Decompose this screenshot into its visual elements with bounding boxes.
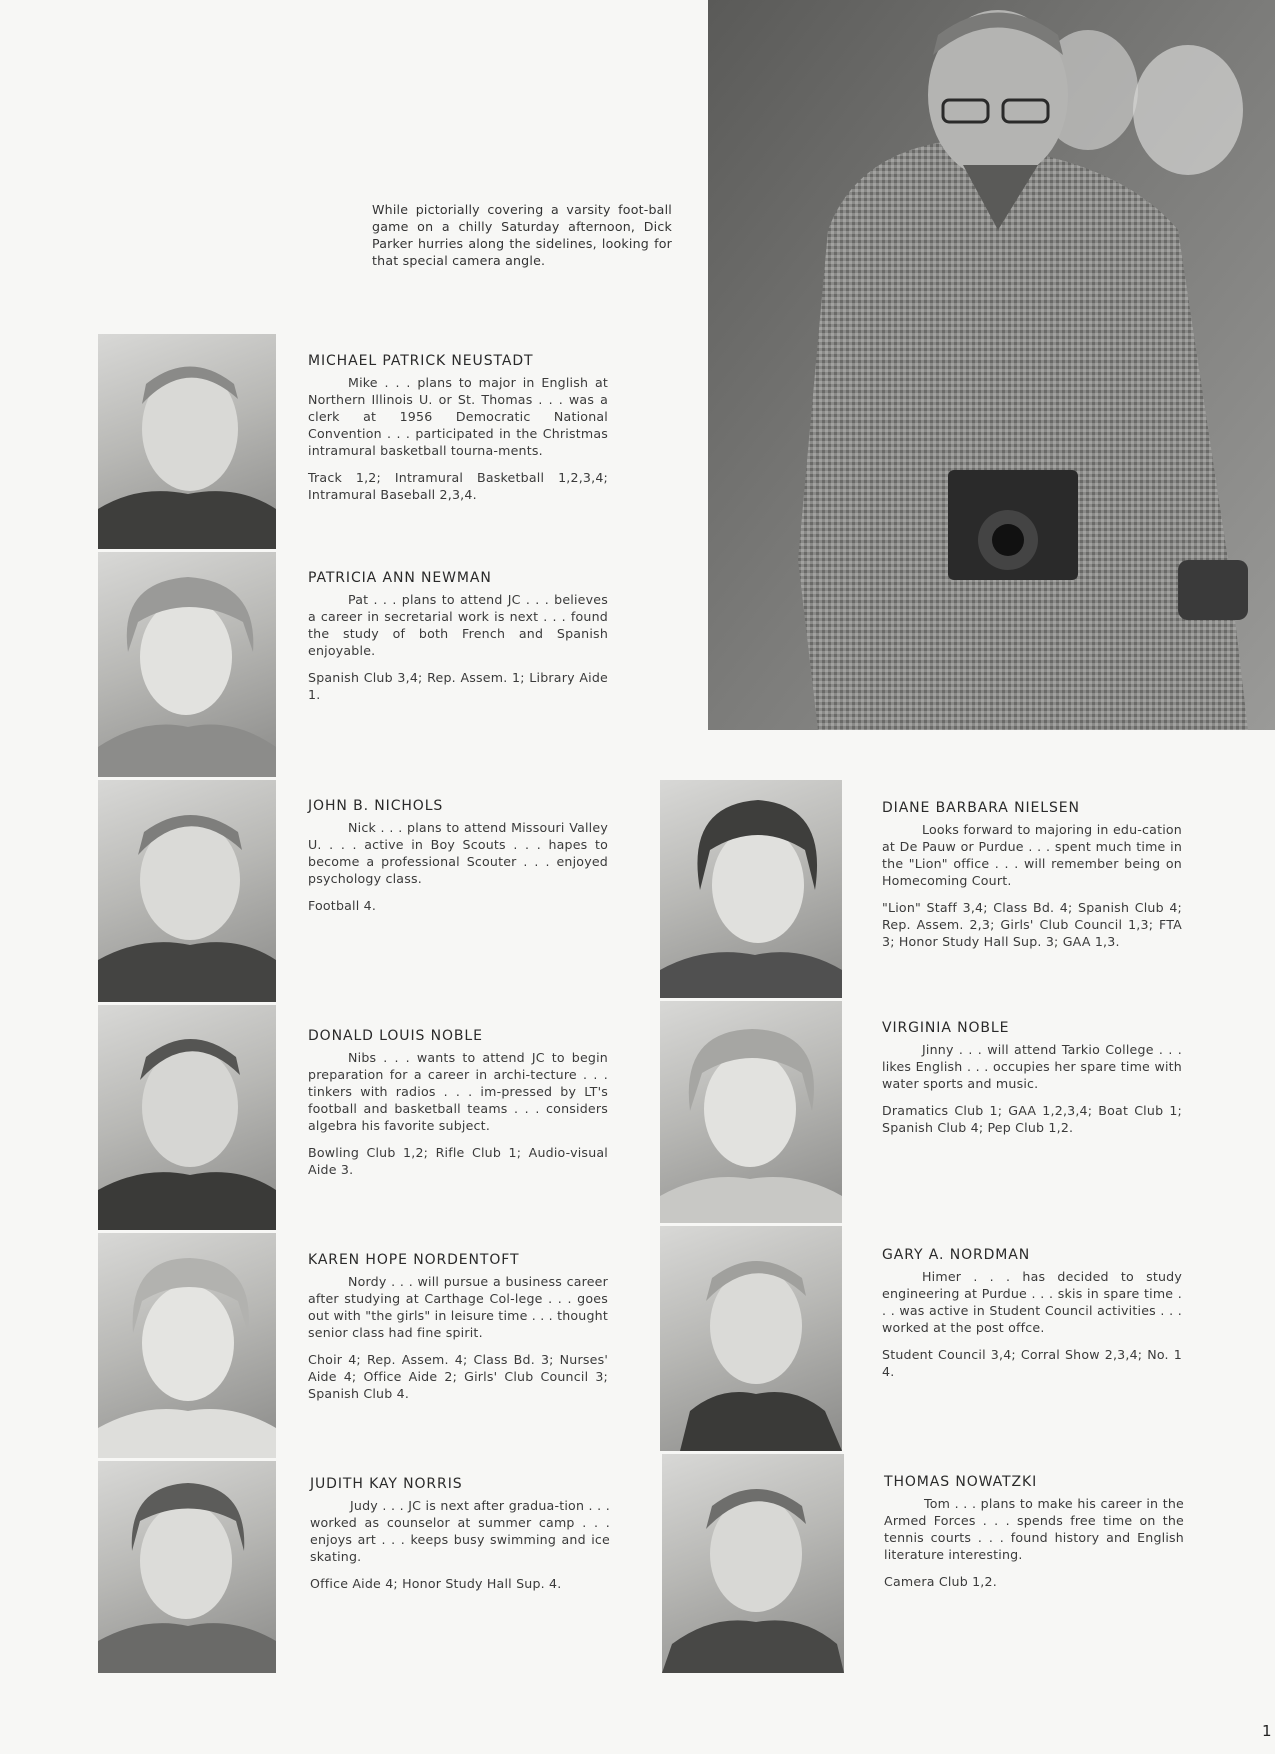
senior-activities: Track 1,2; Intramural Basketball 1,2,3,4; Intramural Baseball 2,3,4. <box>308 470 608 502</box>
page-number: 1 <box>1262 1722 1272 1740</box>
senior-name: VIRGINIA NOBLE <box>882 1020 1010 1036</box>
portrait-neustadt <box>98 334 276 549</box>
feature-photo-art <box>708 0 1275 730</box>
portrait-nichols <box>98 780 276 1002</box>
senior-entry <box>308 1028 608 1178</box>
senior-activities: Dramatics Club 1; GAA 1,2,3,4; Boat Club 1; Spanish Club 4; Pep Club 1,2. <box>882 1103 1182 1135</box>
senior-entry <box>308 1252 608 1402</box>
portrait-nordman <box>660 1226 842 1451</box>
senior-name: DIANE BARBARA NIELSEN <box>882 800 1080 816</box>
senior-activities: Student Council 3,4; Corral Show 2,3,4; No. 1 4. <box>882 1347 1182 1379</box>
senior-bio: Himer . . . has decided to study engineering at Purdue . . . skis in spare time . . . was active in Student Council activities . . . worked at the post offce. <box>882 1269 1182 1335</box>
senior-entry <box>882 1020 1182 1136</box>
senior-name: MICHAEL PATRICK NEUSTADT <box>308 353 534 369</box>
senior-activities: Football 4. <box>308 898 377 913</box>
senior-bio: Judy . . . JC is next after gradua-tion . . . worked as counselor at summer camp . . . enjoys art . . . keeps busy swimming and ice skating. <box>310 1498 610 1564</box>
portrait-newman <box>98 552 276 777</box>
senior-entry <box>882 800 1182 950</box>
senior-name: JOHN B. NICHOLS <box>308 798 444 814</box>
senior-bio: Pat . . . plans to attend JC . . . believes a career in secretarial work is next . . . found the study of both French and Spanish enjoyable. <box>308 592 608 658</box>
feature-photo-photographer <box>708 0 1275 730</box>
senior-bio: Nibs . . . wants to attend JC to begin preparation for a career in archi-tecture . . . tinkers with radios . . . im-pressed by LT's football and basketball teams . . . considers algebra his favorite subject. <box>308 1050 608 1133</box>
portrait-nielsen <box>660 780 842 998</box>
senior-bio: Jinny . . . will attend Tarkio College . . . likes English . . . occupies her spare time with water sports and music. <box>882 1042 1182 1091</box>
senior-bio: Mike . . . plans to major in English at Northern Illinois U. or St. Thomas . . . was a clerk at 1956 Democratic National Convention . . . participated in the Christmas intramural basketball tourna-ments. <box>308 375 608 458</box>
senior-activities: Office Aide 4; Honor Study Hall Sup. 4. <box>310 1576 562 1591</box>
feature-caption: While pictorially covering a varsity foot-ball game on a chilly Saturday afternoon, Dick Parker hurries along the sidelines, looking for that special camera angle. <box>372 201 672 268</box>
portrait-art <box>660 780 842 998</box>
portrait-art <box>98 1461 276 1673</box>
senior-bio: Nordy . . . will pursue a business career after studying at Carthage Col-lege . . . goes out with "the girls" in leisure time . . . thought senior class had fine spirit. <box>308 1274 608 1340</box>
senior-name: KAREN HOPE NORDENTOFT <box>308 1252 520 1268</box>
senior-activities: Camera Club 1,2. <box>884 1574 997 1589</box>
senior-entry <box>308 570 608 703</box>
senior-activities: Spanish Club 3,4; Rep. Assem. 1; Library Aide 1. <box>308 670 608 702</box>
portrait-art <box>98 1233 276 1458</box>
senior-name: THOMAS NOWATZKI <box>884 1474 1038 1490</box>
senior-bio: Nick . . . plans to attend Missouri Valley U. . . . active in Boy Scouts . . . hapes to become a professional Scouter . . . enjoyed psychology class. <box>308 820 608 886</box>
senior-entry <box>882 1247 1182 1380</box>
portrait-art <box>98 1005 276 1230</box>
senior-entry <box>308 798 608 914</box>
portrait-nordentoft <box>98 1233 276 1458</box>
senior-entry <box>884 1474 1184 1590</box>
senior-name: GARY A. NORDMAN <box>882 1247 1031 1263</box>
senior-name: PATRICIA ANN NEWMAN <box>308 570 492 586</box>
senior-entry <box>310 1476 610 1592</box>
portrait-noble-virginia <box>660 1001 842 1223</box>
portrait-norris <box>98 1461 276 1673</box>
portrait-art <box>662 1454 844 1673</box>
senior-name: JUDITH KAY NORRIS <box>310 1476 463 1492</box>
portrait-art <box>98 334 276 549</box>
portrait-noble-donald <box>98 1005 276 1230</box>
portrait-art <box>660 1001 842 1223</box>
senior-activities: Bowling Club 1,2; Rifle Club 1; Audio-visual Aide 3. <box>308 1145 608 1177</box>
portrait-nowatzki <box>662 1454 844 1673</box>
senior-entry <box>308 353 608 503</box>
portrait-art <box>98 552 276 777</box>
senior-activities: "Lion" Staff 3,4; Class Bd. 4; Spanish Club 4; Rep. Assem. 2,3; Girls' Club Council 1,3; FTA 3; Honor Study Hall Sup. 3; GAA 1,3. <box>882 900 1182 949</box>
portrait-art <box>660 1226 842 1451</box>
senior-bio: Looks forward to majoring in edu-cation at De Pauw or Purdue . . . spent much time in the "Lion" office . . . will remember being on Homecoming Court. <box>882 822 1182 888</box>
senior-activities: Choir 4; Rep. Assem. 4; Class Bd. 3; Nurses' Aide 4; Office Aide 2; Girls' Club Council 3; Spanish Club 4. <box>308 1352 608 1401</box>
senior-name: DONALD LOUIS NOBLE <box>308 1028 483 1044</box>
portrait-art <box>98 780 276 1002</box>
senior-bio: Tom . . . plans to make his career in the Armed Forces . . . spends free time on the tennis courts . . . found history and English literature interesting. <box>884 1496 1184 1562</box>
